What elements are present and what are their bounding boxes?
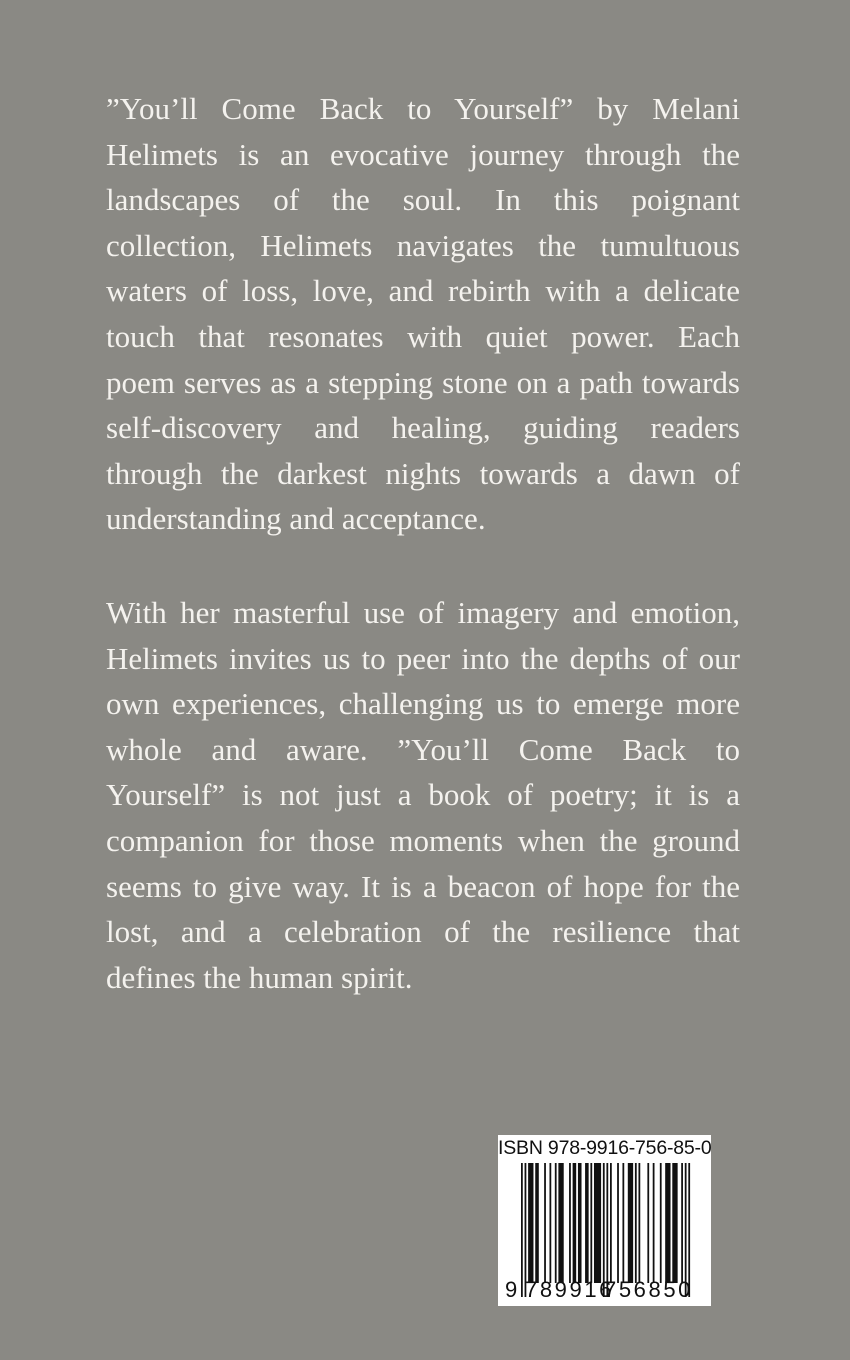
blurb-line: With her masterful use of imagery and emotion, [106,595,740,630]
blurb-line: ”You’ll Come Back to Yourself” by Melani [106,91,740,126]
isbn-barcode [498,1135,711,1306]
blurb-line: poem serves as a stepping stone on a path towards [106,364,740,400]
blurb-line: Yourself” is not just a book of poetry; it is a [106,777,740,813]
blurb-line: understanding and acceptance. [106,501,486,537]
blurb-paragraph-2 [106,590,740,1000]
blurb-line: waters of loss, love, and rebirth with a delicate [106,273,740,309]
barcode-right-digits: 756850 [604,1277,694,1302]
blurb-line: Helimets invites us to peer into the depths of our [106,640,740,676]
blurb-line: landscapes of the soul. In this poignant [106,182,740,218]
blurb-line: touch that resonates with quiet power. Each [106,318,740,354]
blurb-line: own experiences, challenging us to emerge more [106,686,740,722]
blurb-line: collection, Helimets navigates the tumultuous [106,227,740,263]
blurb-line: self-discovery and healing, guiding readers [106,410,740,446]
blurb-line: Helimets is an evocative journey through the [106,136,740,172]
barcode-first-digit: 9 [505,1277,518,1302]
blurb-line: companion for those moments when the ground [106,822,740,858]
blurb-line: lost, and a celebration of the resilience that [106,914,740,950]
blurb-line: through the darkest nights towards a dawn of [106,455,740,491]
blurb-line: seems to give way. It is a beacon of hope for the [106,868,740,904]
blurb-line: defines the human spirit. [106,959,413,995]
barcode-left-digits: 789916 [525,1277,615,1302]
blurb-line: whole and aware. ”You’ll Come Back to [106,731,740,767]
blurb-paragraph-1 [106,86,740,542]
isbn-label: ISBN 978-9916-756-85-0 [498,1137,712,1159]
